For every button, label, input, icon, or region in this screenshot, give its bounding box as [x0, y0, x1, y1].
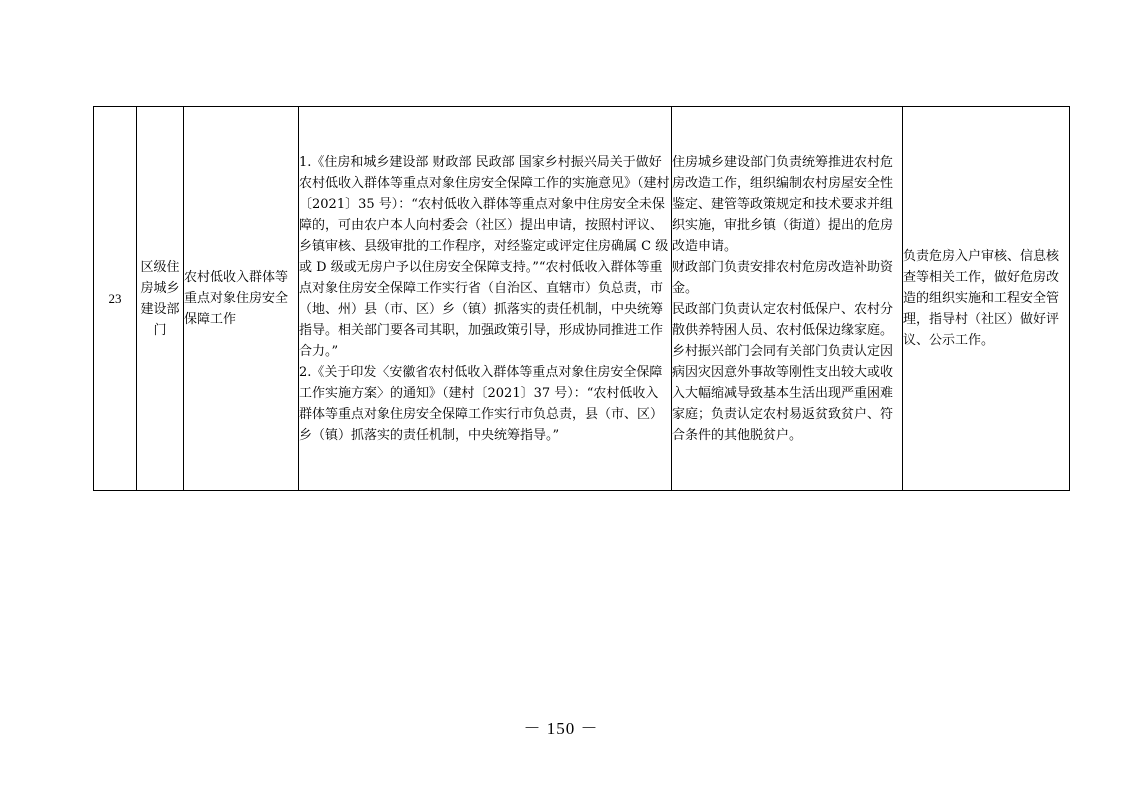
duty-paragraph-4: 乡村振兴部门会同有关部门负责认定因病因灾因意外事故等刚性支出较大或收入大幅缩减导致基本生活出现严重困难家庭；负责认定农村易返贫致贫户、符合条件的其他脱贫户。: [672, 343, 894, 443]
row-number: 23: [94, 107, 137, 491]
basis-paragraph-1: 1.《住房和城乡建设部 财政部 民政部 国家乡村振兴局关于做好农村低收入群体等重点对象住房安全保障工作的实施意见》（建村〔2021〕35 号）：“农村低收入群体等重点对象中住房安全未保障的，可由农户本人向村委会（社区）提出申请，按照村评议、乡镇审核、县级审批的工作程序，对经鉴定或评定住房确属 C 级或 D 级或无房户予以住房安全保障支持。”“农村低收入群体等重点对象住房安全保障工作实行省（自治区、直辖市）负总责，市（地、州）县（市、区）乡（镇）抓落实的责任机制，中央统筹指导。相关部门要各司其职，加强政策引导，形成协同推进工作合力。”: [299, 154, 670, 359]
responsibility-table: [93, 106, 1070, 491]
department-cell: 区级住房城乡建设部门: [137, 107, 184, 491]
basis-cell: [299, 107, 672, 491]
duty-paragraph-3: 民政部门负责认定农村低保户、农村分散供养特困人员、农村低保边缘家庭。: [672, 301, 894, 338]
page-number: － 150 －: [523, 719, 599, 738]
basis-paragraph-2: 2.《关于印发〈安徽省农村低收入群体等重点对象住房安全保障工作实施方案〉的通知》（建村〔2021〕37 号）：“农村低收入群体等重点对象住房安全保障工作实行市负总责，县（市、区）乡（镇）抓落实的责任机制，中央统筹指导。”: [299, 364, 664, 443]
duty-paragraph-2: 财政部门负责安排农村危房改造补助资金。: [672, 259, 894, 296]
duties-cell: [672, 107, 903, 491]
table-row: [94, 107, 1070, 491]
duty-paragraph-1: 住房城乡建设部门负责统筹推进农村危房改造工作，组织编制农村房屋安全性鉴定、建管等政策规定和技术要求并组织实施，审批乡镇（街道）提出的危房改造申请。: [672, 154, 894, 254]
item-cell: 农村低收入群体等重点对象住房安全保障工作: [184, 107, 299, 491]
responsibility-cell: 负责危房入户审核、信息核查等相关工作，做好危房改造的组织实施和工程安全管理，指导村（社区）做好评议、公示工作。: [903, 107, 1070, 491]
